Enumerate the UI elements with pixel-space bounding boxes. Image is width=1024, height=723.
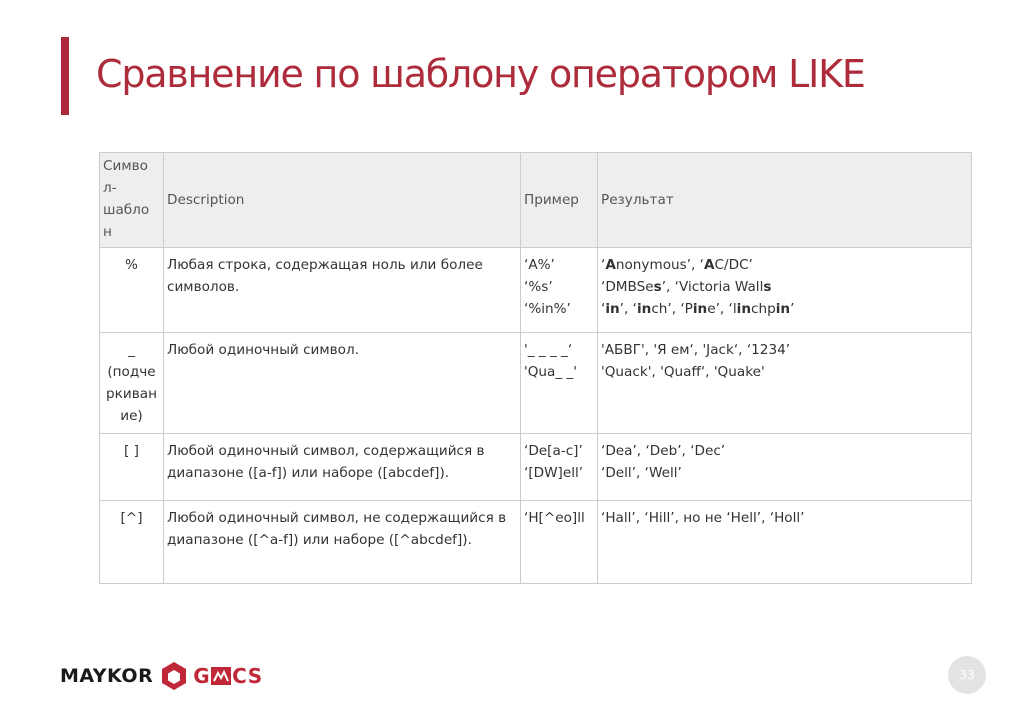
result-match-text: A: [704, 257, 715, 273]
example-line: ‘De[a-c]’: [524, 443, 583, 459]
header-symbol-line: л-: [103, 180, 117, 196]
header-example: Пример: [521, 153, 598, 248]
result-match-text: A: [605, 257, 616, 273]
header-description: Description: [164, 153, 521, 248]
hexagon-logo-icon: [159, 661, 189, 691]
example-line: ‘A%’: [524, 257, 555, 273]
result-line: [601, 361, 968, 383]
result-text: C/DC’: [714, 257, 753, 273]
result-match-text: in: [775, 301, 791, 317]
table-row: [100, 434, 972, 501]
table-row: [100, 248, 972, 333]
result-text: ’, ‘: [619, 301, 637, 317]
cell-result: [598, 501, 972, 584]
cell-result: [598, 333, 972, 434]
table-row: [100, 501, 972, 584]
cell-description: Любой одиночный символ, не содержащийся в диапазоне ([^a-f]) или наборе ([^abcdef]).: [164, 501, 521, 584]
result-line: [601, 298, 968, 320]
result-match-text: in: [636, 301, 652, 317]
cell-description: Любая строка, содержащая ноль или более символов.: [164, 248, 521, 333]
table-header-row: [100, 153, 972, 248]
title-accent-bar: [61, 37, 69, 115]
symbol-line: (подче: [107, 364, 156, 380]
result-line: [601, 254, 968, 276]
result-text: chp: [751, 301, 776, 317]
cell-symbol: [100, 333, 164, 434]
result-text: 'АБВГ', 'Я ем‘, 'Jack‘, ‘1234’: [601, 342, 791, 358]
cell-result: [598, 434, 972, 501]
page-number-badge: 33: [948, 656, 986, 694]
result-line: [601, 507, 968, 529]
symbol-line: [ ]: [124, 443, 139, 459]
example-line: ‘[DW]ell’: [524, 465, 584, 481]
cell-example: [521, 248, 598, 333]
example-line: ‘%in%’: [524, 301, 571, 317]
symbol-line: ркиван: [106, 386, 157, 402]
symbol-line: ие): [120, 408, 143, 424]
symbol-line: %: [125, 257, 138, 273]
header-symbol-line: н: [103, 224, 112, 240]
symbol-line: _: [128, 342, 135, 358]
header-symbol-line: шабло: [103, 202, 150, 218]
result-match-text: in: [692, 301, 708, 317]
cell-symbol: [100, 248, 164, 333]
result-line: [601, 339, 968, 361]
cell-example: [521, 434, 598, 501]
result-text: ‘: [601, 301, 606, 317]
result-text: ch’, ‘P: [651, 301, 693, 317]
result-match-text: s: [763, 279, 772, 295]
logo-brand-cs: CS: [232, 664, 263, 688]
mountain-logo-icon: [211, 667, 231, 685]
cell-example: [521, 333, 598, 434]
table-row: [100, 333, 972, 434]
result-text: nonymous’, ‘: [615, 257, 704, 273]
cell-example: [521, 501, 598, 584]
logo-brand-mark: [193, 664, 262, 688]
result-line: [601, 462, 968, 484]
example-line: '_ _ _ _‘: [524, 342, 573, 358]
result-text: ‘Dea’, ‘Deb’, ‘Dec’: [601, 443, 726, 459]
result-text: 'Quack', 'Quaff‘, 'Quake': [601, 364, 765, 380]
header-symbol: [100, 153, 164, 248]
result-text: ‘Hall’, ‘Hill’, но не ‘Hell’, ‘Holl’: [601, 510, 805, 526]
cell-symbol: [100, 501, 164, 584]
cell-result: [598, 248, 972, 333]
header-symbol-line: Симво: [103, 158, 148, 174]
cell-description: Любой одиночный символ.: [164, 333, 521, 434]
result-text: ‘: [601, 257, 606, 273]
result-text: ’: [790, 301, 795, 317]
symbol-line: [^]: [120, 510, 143, 526]
like-pattern-table: [99, 152, 972, 584]
logo-wordmark: MAYKOR: [60, 665, 154, 687]
result-line: [601, 440, 968, 462]
result-text: ‘Dell’, ‘Well’: [601, 465, 682, 481]
result-text: ’, ‘Victoria Wall: [661, 279, 764, 295]
header-result: Результат: [598, 153, 972, 248]
result-line: [601, 276, 968, 298]
example-line: ‘H[^eo]ll: [524, 510, 585, 526]
result-match-text: in: [605, 301, 620, 317]
result-text: ‘DMBSe: [601, 279, 654, 295]
example-line: 'Qua_ _': [524, 364, 578, 380]
cell-description: Любой одиночный символ, содержащийся в диапазоне ([a-f]) или наборе ([abcdef]).: [164, 434, 521, 501]
cell-symbol: [100, 434, 164, 501]
company-logo: [60, 660, 263, 692]
slide-title: Сравнение по шаблону оператором LIKE: [96, 52, 865, 96]
example-line: ‘%s’: [524, 279, 553, 295]
result-match-text: in: [736, 301, 752, 317]
logo-brand-g: G: [193, 664, 211, 688]
result-match-text: s: [653, 279, 662, 295]
result-text: e’, ‘l: [707, 301, 737, 317]
